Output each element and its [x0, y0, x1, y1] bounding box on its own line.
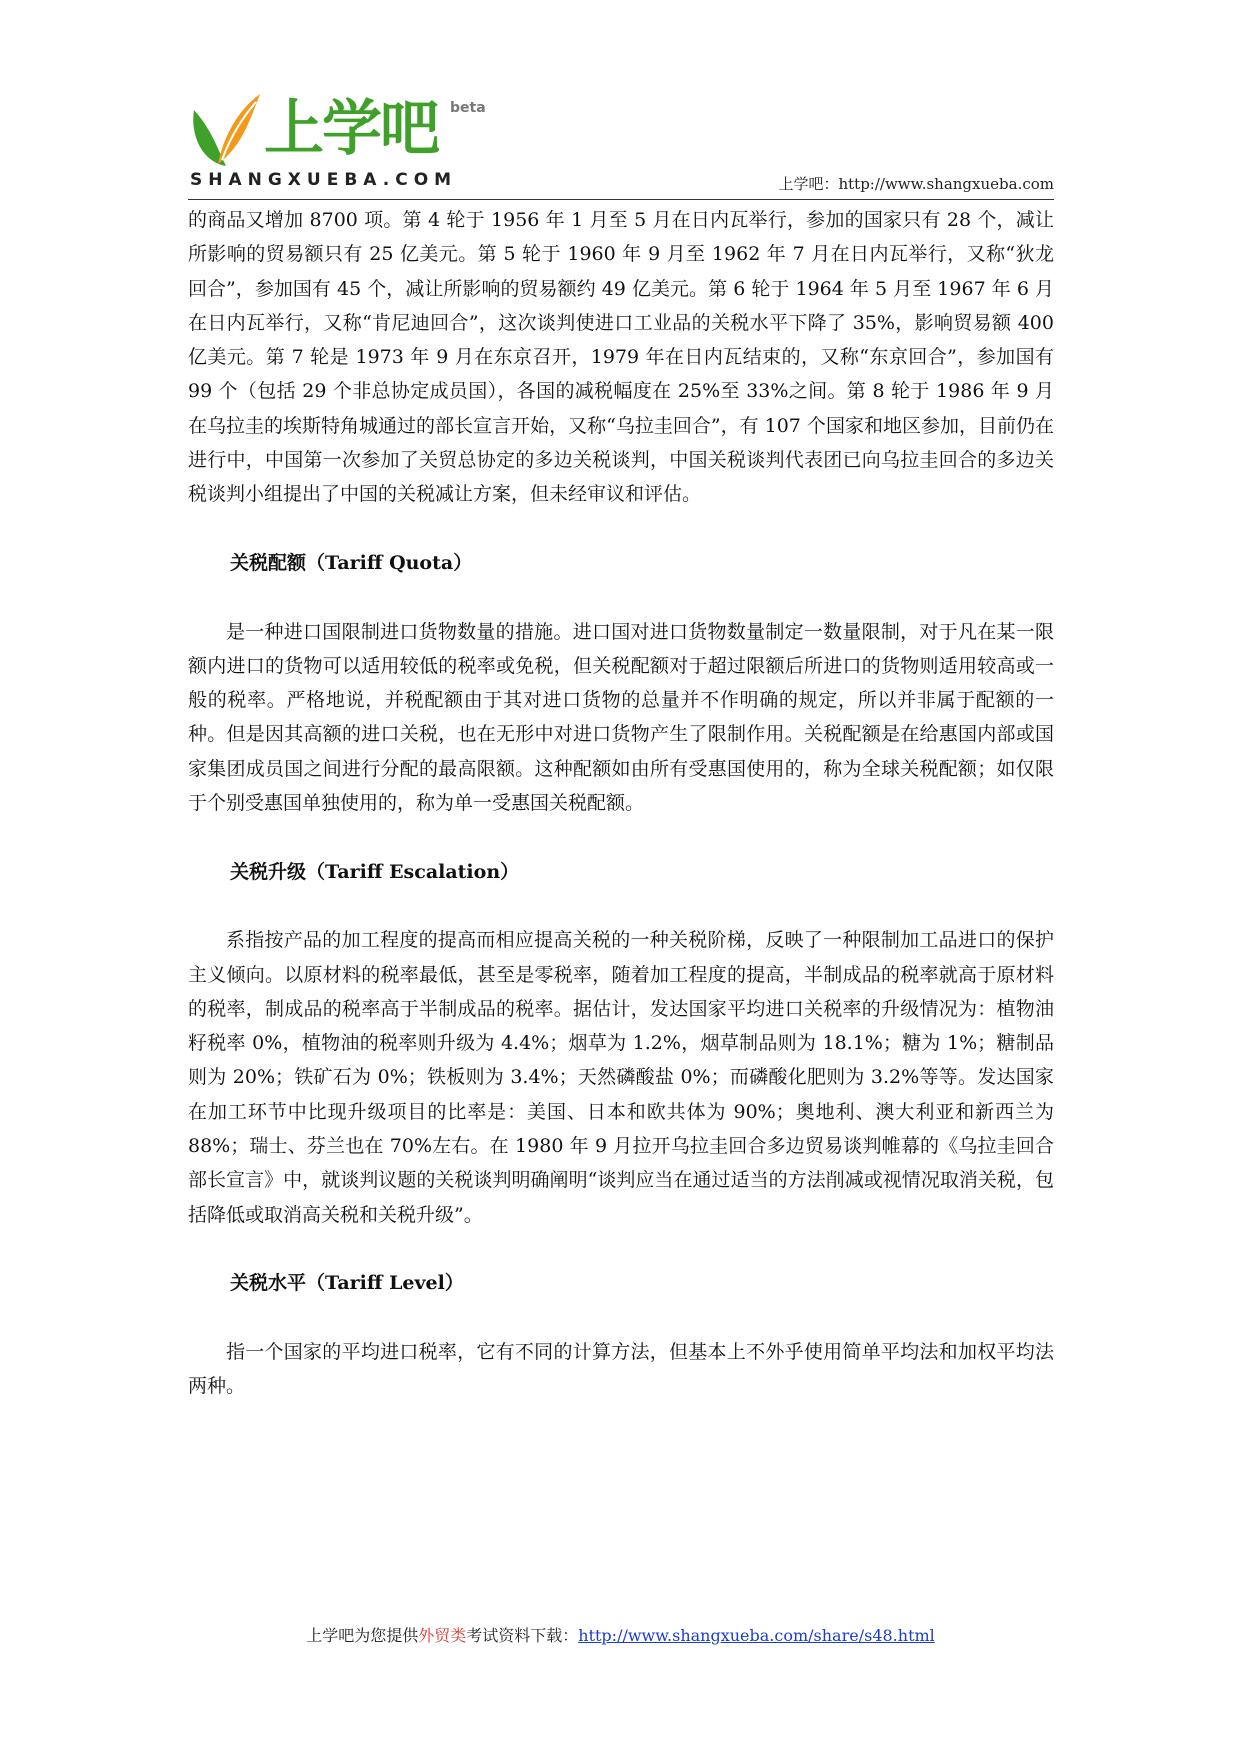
- section-text-tariff-quota: 是一种进口国限制进口货物数量的措施。进口国对进口货物数量制定一数量限制，对于凡在某一限额内进口的货物可以适用较低的税率或免税，但关税配额对于超过限额后所进口的货物则适用较高或一般的税率。严格地说，并税配额由于其对进口货物的总量并不作明确的规定，所以并非属于配额的一种。但是因其高额的进口关税，也在无形中对进口货物产生了限制作用。关税配额是在给惠国内部或国家集团成员国之间进行分配的最高限额。这种配额如由所有受惠国使用的，称为全球关税配额；如仅限于个别受惠国单独使用的，称为单一受惠国关税配额。: [188, 620, 1054, 815]
- spacer: [188, 889, 1054, 923]
- section-heading-tariff-escalation: 关税升级（Tariff Escalation）: [230, 860, 520, 883]
- spacer: [188, 1301, 1054, 1335]
- section-text-tariff-escalation: 系指按产品的加工程度的提高而相应提高关税的一种关税阶梯，反映了一种限制加工品进口的保护主义倾向。以原材料的税率最低，甚至是零税率，随着加工程度的提高，半制成品的税率就高于原材料的税率，制成品的税率高于半制成品的税率。据估计，发达国家平均进口关税率的升级情况为：植物油籽税率 0%，植物油的税率则升级为 4.4%；烟草为 1.2%，烟草制品则为 18.1%；糖为 1%；糖制品则为 20%；铁矿石为 0%；铁板则为 3.4%；天然磷酸盐 0%；而磷酸化肥则为 3.2%等等。发达国家在加工环节中比现升级项目的比率是：美国、日本和欧共体为 90%；奥地利、澳大利亚和新西兰为 88%；瑞士、芬兰也在 70%左右。在 1980 年 9 月拉开乌拉圭回合多边贸易谈判帷幕的《乌拉圭回合部长宣言》中，就谈判议题的关税谈判明确阐明“谈判应当在通过适当的方法削减或视情况取消关税，包括降低或取消高关税和关税升级”。: [188, 929, 1054, 1226]
- spacer: [188, 820, 1054, 854]
- leaf-logo-icon: [188, 90, 264, 170]
- header-divider: [188, 199, 1054, 200]
- spacer: [188, 580, 1054, 614]
- footer-category-highlight: 外贸类: [418, 1626, 467, 1645]
- logo-chinese-text: 上学吧: [264, 94, 438, 164]
- footer-middle: 考试资料下载：: [466, 1626, 579, 1645]
- header-site-url: 上学吧：http://www.shangxueba.com: [778, 175, 1054, 193]
- spacer: [188, 1232, 1054, 1266]
- document-body: [188, 203, 1054, 1403]
- footer-download-link[interactable]: http://www.shangxueba.com/share/s48.html: [578, 1626, 935, 1645]
- intro-paragraph: 的商品又增加 8700 项。第 4 轮于 1956 年 1 月至 5 月在日内瓦举行，参加的国家只有 28 个，减让所影响的贸易额只有 25 亿美元。第 5 轮于 1960 年 9 月至 1962 年 7 月在日内瓦举行，又称“狄龙回合”，参加国有 45 个，减让所影响的贸易额约 49 亿美元。第 6 轮于 1964 年 5 月至 1967 年 6 月在日内瓦举行，又称“肯尼迪回合”，这次谈判使进口工业品的关税水平下降了 35%，影响贸易额 400 亿美元。第 7 轮是 1973 年 9 月在东京召开，1979 年在日内瓦结束的，又称“东京回合”，参加国有 99 个（包括 29 个非总协定成员国），各国的减税幅度在 25%至 33%之间。第 8 轮于 1986 年 9 月在乌拉圭的埃斯特角城通过的部长宣言开始，又称“乌拉圭回合”，有 107 个国家和地区参加，目前仍在进行中，中国第一次参加了关贸总协定的多边关税谈判，中国关税谈判代表团已向乌拉圭回合的多边关税谈判小组提出了中国的关税减让方案，但未经审议和评估。: [188, 209, 1054, 506]
- footer-prefix: 上学吧为您提供: [306, 1626, 419, 1645]
- spacer: [188, 512, 1054, 546]
- logo-beta-badge: beta: [450, 100, 486, 116]
- page-footer: [0, 1623, 1241, 1646]
- section-text-tariff-level: 指一个国家的平均进口税率，它有不同的计算方法，但基本上不外乎使用简单平均法和加权平均法两种。: [188, 1340, 1054, 1398]
- section-heading-tariff-quota: 关税配额（Tariff Quota）: [230, 551, 473, 574]
- logo-english-text: SHANGXUEBA.COM: [190, 170, 458, 190]
- page-header: [188, 88, 1054, 198]
- site-logo[interactable]: [188, 88, 518, 198]
- section-heading-tariff-level: 关税水平（Tariff Level）: [230, 1272, 464, 1295]
